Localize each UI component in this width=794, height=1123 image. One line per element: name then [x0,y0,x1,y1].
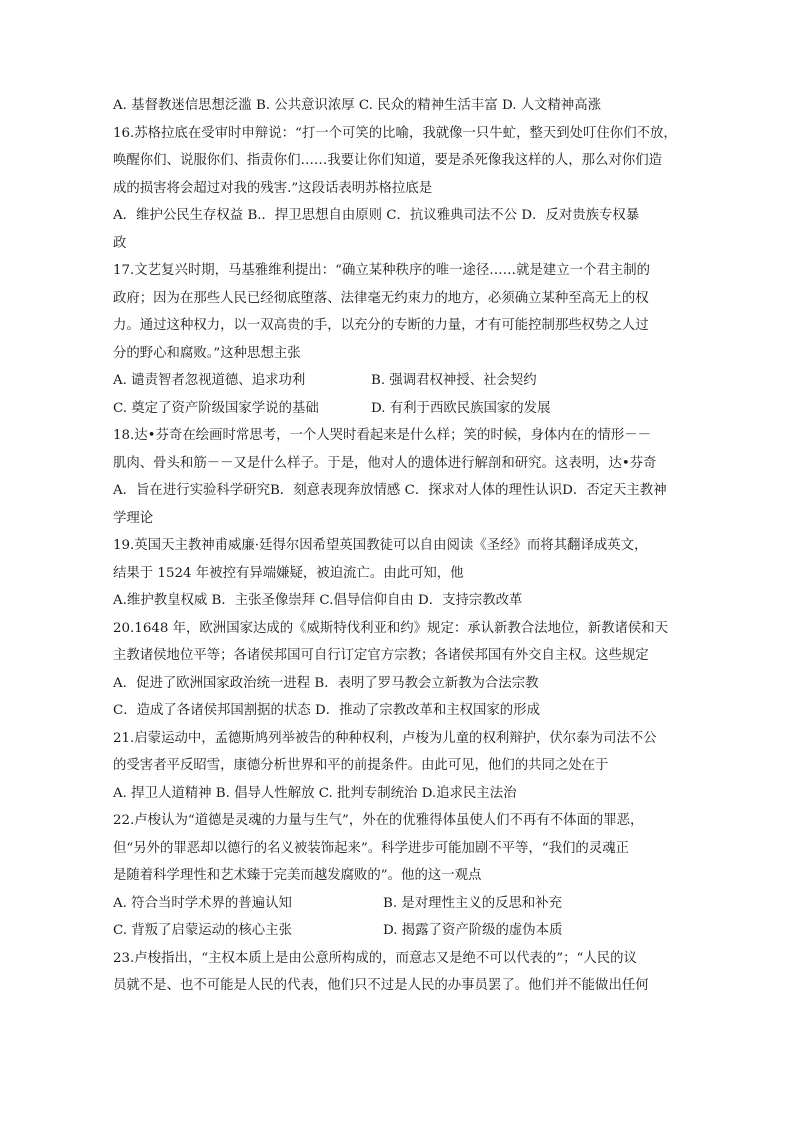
q22-stem-line-1: 22.卢梭认为“道德是灵魂的力量与生气”，外在的优雅得体虽使人们不再有不体面的罪恶， [113,813,644,828]
q16-stem-line-1: 16.苏格拉底在受审时申辩说：“打一个可笑的比喻，我就像一只牛虻，整天到处叮住你们不放， [113,125,677,141]
q20-options-ab: A．促进了欧洲国家政治统一进程 B．表明了罗马教会立新教为合法宗教 [113,675,539,691]
q18-stem-line-2: 肌肉、骨头和筋－－又是什么样子。于是，他对人的遗体进行解剖和研究。这表明，达•芬奇 [113,455,657,471]
q21-stem-line-1: 21.启蒙运动中，孟德斯鸠列举被告的种种权利，卢梭为儿童的权利辩护，伏尔泰为司法不公 [113,730,657,746]
q22-option-d: D. 揭露了资产阶级的虚伪本质 [383,923,563,938]
q19-options: A.维护教皇权威 B．主张圣像崇拜 C.倡导信仰自由 D．支持宗教改革 [113,593,523,608]
exam-page [113,92,683,1000]
q22-stem-line-2: 但“另外的罪恶却以德行的名义被装饰起来”。科学进步可能加剧不平等，“我们的灵魂正 [113,840,629,856]
q17-stem-line-3: 力。通过这种权力，以一双高贵的手，以充分的专断的力量，才有可能控制那些权势之人过 [113,318,649,333]
q17-option-a: A. 谴责智者忽视道德、追求功利 [113,373,306,388]
q21-options: A. 捍卫人道精神 B. 倡导人性解放 C. 批判专制统治 D.追求民主法治 [113,785,517,801]
q17-stem-line-2: 政府；因为在那些人民已经彻底堕落、法律毫无约束力的地方，必须确立某种至高无上的权 [113,290,649,306]
q17-option-c: C. 奠定了资产阶级国家学说的基础 [113,400,319,416]
q16-stem-line-2: 唤醒你们、说服你们、指责你们……我要让你们知道，要是杀死像我这样的人，那么对你们造 [113,153,663,168]
q22-option-a: A. 符合当时学术界的普遍认知 [113,895,292,911]
q22-stem-line-3: 是随着科学理性和艺术臻于完美而越发腐败的”。他的这一观点 [113,868,482,883]
q18-options-line-2: 学理论 [113,510,154,526]
q17-options-row-2 [113,395,683,423]
q19-stem-line-1: 19.英国天主教神甫威廉·廷得尔因希望英国教徒可以自由阅读《圣经》而将其翻译成英文， [113,538,648,553]
q16-stem-line-3: 成的损害将会超过对我的残害.”这段话表明苏格拉底是 [113,180,433,196]
q16-options-line-2: 政 [113,235,127,251]
q18-options-line-1: A．旨在进行实验科学研究B．刻意表现奔放情感 C．探求对人体的理性认识D．否定天主教神 [113,483,667,498]
q22-option-c: C. 背叛了启蒙运动的核心主张 [113,923,292,938]
q22-options-row-2 [113,917,683,945]
q17-option-b: B. 强调君权神授、社会契约 [371,373,537,388]
q15-options: A. 基督教迷信思想泛滥 B. 公共意识浓厚 C. 民众的精神生活丰富 D. 人文精神高涨 [113,98,602,113]
q17-stem-line-1: 17.文艺复兴时期，马基雅维利提出：“确立某种秩序的唯一途径……就是建立一个君主制的 [113,263,650,278]
q20-stem-line-2: 主教诸侯地位平等；各诸侯邦国可自行订定官方宗教；各诸侯邦国有外交自主权。这些规定 [113,648,649,663]
q17-options-row-1 [113,367,683,395]
q21-stem-line-2: 的受害者平反昭雪，康德分析世界和平的前提条件。由此可见，他们的共同之处在于 [113,758,609,773]
q23-stem-line-1: 23.卢梭指出，“主权本质上是由公意所构成的，而意志又是绝不可以代表的”；“人民的议 [113,950,637,966]
q19-stem-line-2: 结果于 1524 年被控有异端嫌疑，被迫流亡。由此可知，他 [113,565,464,581]
q22-options-row-1 [113,890,683,918]
q23-stem-line-2: 员就不是、也不可能是人民的代表，他们只不过是人民的办事员罢了。他们并不能做出任何 [113,978,649,993]
q16-options-line-1: A．维护公民生存权益 B.．捍卫思想自由原则 C．抗议雅典司法不公 D．反对贵族专权暴 [113,208,640,223]
q20-options-cd: C．造成了各诸侯邦国割据的状态 D．推动了宗教改革和主权国家的形成 [113,703,540,718]
q17-stem-line-4: 分的野心和腐败。”这种思想主张 [113,345,301,361]
q22-option-b: B. 是对理性主义的反思和补充 [383,895,563,911]
q17-option-d: D. 有利于西欧民族国家的发展 [371,400,551,416]
q20-stem-line-1: 20.1648 年，欧洲国家达成的《威斯特伐利亚和约》规定：承认新教合法地位，新教诸侯和天 [113,620,669,636]
q18-stem-line-1: 18.达•芬奇在绘画时常思考，一个人哭时看起来是什么样；笑的时候，身体内在的情形－－ [113,428,652,443]
